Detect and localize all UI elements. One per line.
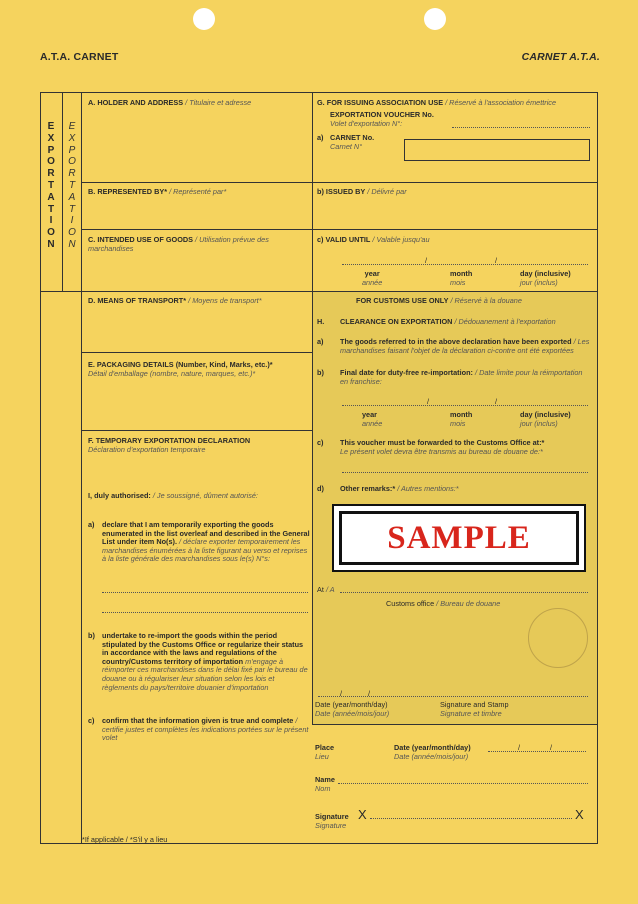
sign-place: Place Lieu <box>315 743 335 761</box>
box-g-title: G. FOR ISSUING ASSOCIATION USE / Réservé à l'association émettrice <box>317 98 557 107</box>
box-h-customs-office: Customs office / Bureau de douane <box>386 599 501 608</box>
box-h-title: CLEARANCE ON EXPORTATION / Dédouanement à l'exportation <box>340 317 556 326</box>
box-f-c-text: confirm that the information given is true and complete / certifie justes et complètes les indications portées sur le présent volet <box>102 716 309 743</box>
box-h-b-text: Final date for duty-free re-importation: / Date limite pour la réimportation en franchise: <box>340 368 583 386</box>
box-h-label: H. <box>317 317 325 326</box>
box-d-title: D. MEANS OF TRANSPORT* / Moyens de transport* <box>88 296 262 305</box>
reimport-year-label: year année <box>362 410 383 428</box>
sign-name: Name Nom <box>315 775 335 793</box>
box-f-b-text: undertake to re-import the goods within the period stipulated by the Customs Office or regularize their status in accordance with the laws and regulations of the country/Customs territory of importation m'engage à réimporter ces marchandises dans le délai fixé par le bureau de douane ou à régulariser leur situation selon les lois et règlements du pays/territoire douanier d'importation <box>102 631 308 692</box>
sample-stamp-text: SAMPLE <box>387 519 531 556</box>
sign-x-right: X <box>575 807 584 822</box>
sign-slash-1: / <box>518 743 521 752</box>
stamp-circle <box>528 608 588 668</box>
footnote: *If applicable / *S'il y a lieu <box>82 835 168 844</box>
valid-slash-2: / <box>495 256 498 265</box>
box-h-at: At / A <box>317 585 335 594</box>
box-h-c-text: This voucher must be forwarded to the Customs Office at:* Le présent volet devra être transmis au bureau de douane de:* <box>340 438 545 456</box>
box-g-valid: c) VALID UNTIL / Valable jusqu'au <box>317 235 430 244</box>
box-g-a-label: a) <box>317 133 324 142</box>
reimport-slash-1: / <box>427 397 430 406</box>
box-f-title: F. TEMPORARY EXPORTATION DECLARATION Déclaration d'exportation temporaire <box>88 436 251 454</box>
box-f-a-label: a) <box>88 520 95 529</box>
box-g-issued: b) ISSUED BY / Délivré par <box>317 187 407 196</box>
customs-use-only: FOR CUSTOMS USE ONLY / Réservé à la douane <box>356 296 522 305</box>
reimport-month-label: month mois <box>450 410 473 428</box>
header-left-title: A.T.A. CARNET <box>40 51 119 63</box>
box-f-a-text: declare that I am temporarily exporting the goods enumerated in the list overleaf and described in the General List under item No(s). / déclare exporter temporairement les marchandises énumérées à la liste figurant au verso et reprises à la liste générale des marchandises sous le(s) N°s: <box>102 520 310 564</box>
punch-hole-left <box>193 8 215 30</box>
box-h-d-text: Other remarks:* / Autres mentions:* <box>340 484 459 493</box>
carnet-number-field[interactable] <box>404 139 590 161</box>
reimport-day-label: day (inclusive) jour (inclus) <box>520 410 571 428</box>
box-e-title: E. PACKAGING DETAILS (Number, Kind, Marks, etc.)* Détail d'emballage (nombre, nature, marques, etc.)* <box>88 360 273 378</box>
box-h-a-text: The goods referred to in the above declaration have been exported / Les marchandises faisant l'objet de la déclaration ci-contre ont été exportées <box>340 337 590 355</box>
valid-month-label: month mois <box>450 269 473 287</box>
box-g-carnet: CARNET No. Carnet N° <box>330 133 375 151</box>
box-b-title: B. REPRESENTED BY* / Représenté par* <box>88 187 227 196</box>
box-h-date-label: Date (year/month/day) Date (année/mois/jour) <box>315 700 390 718</box>
box-h-sig-label: Signature and Stamp Signature et timbre <box>440 700 509 718</box>
valid-slash-1: / <box>425 256 428 265</box>
box-h-d-label: d) <box>317 484 324 493</box>
sign-date: Date (year/month/day) Date (année/mois/jour) <box>394 743 471 761</box>
sign-signature: Signature Signature <box>315 812 349 830</box>
header-right-title: CARNET A.T.A. <box>521 51 600 63</box>
valid-year-label: year année <box>362 269 383 287</box>
box-f-authorised: I, duly authorised: / Je soussigné, dûment autorisé: <box>88 491 258 500</box>
sample-stamp <box>332 504 586 572</box>
box-f-c-label: c) <box>88 716 95 725</box>
box-f-b-label: b) <box>88 631 95 640</box>
box-c-title: C. INTENDED USE OF GOODS / Utilisation prévue des marchandises <box>88 235 269 253</box>
sign-x-left: X <box>358 807 367 822</box>
valid-day-label: day (inclusive) jour (inclus) <box>520 269 571 287</box>
box-h-a-label: a) <box>317 337 324 346</box>
reimport-slash-2: / <box>495 397 498 406</box>
punch-hole-right <box>424 8 446 30</box>
clear-slash-2: / <box>368 689 371 698</box>
box-a-title: A. HOLDER AND ADDRESS / Titulaire et adresse <box>88 98 252 107</box>
side-label-fr: E X P O R T A T I O N <box>68 121 76 250</box>
side-label-en: E X P O R T A T I O N <box>47 121 55 250</box>
sign-slash-2: / <box>550 743 553 752</box>
box-h-c-label: c) <box>317 438 324 447</box>
box-h-b-label: b) <box>317 368 324 377</box>
clear-slash-1: / <box>340 689 343 698</box>
box-g-voucher: EXPORTATION VOUCHER No. Volet d'exportation N°: <box>330 110 434 128</box>
